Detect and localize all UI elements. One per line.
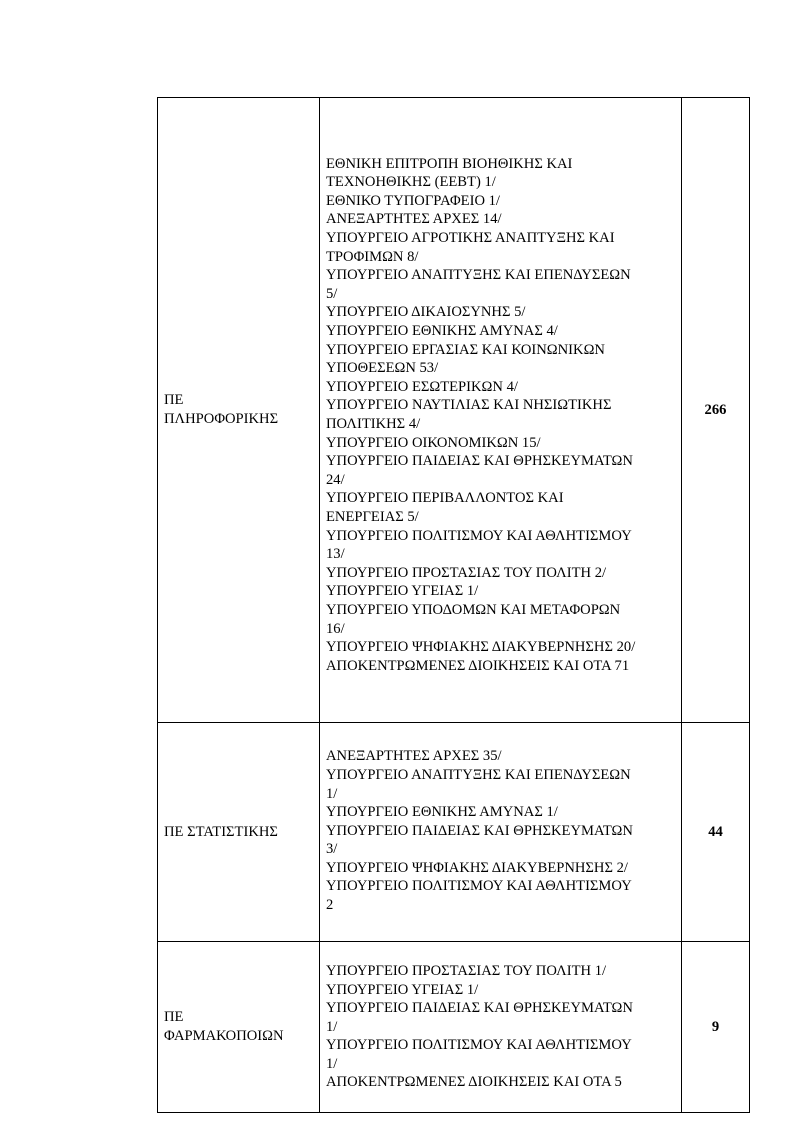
specialty-label: ΦΑΡΜΑΚΟΠΟΙΩΝ — [164, 1028, 284, 1044]
list-item: 1/ — [326, 785, 338, 802]
list-item: ΥΠΟΥΡΓΕΙΟ ΑΝΑΠΤΥΞΗΣ ΚΑΙ ΕΠΕΝΔΥΣΕΩΝ — [326, 766, 631, 783]
list-item: ΥΠΟΥΡΓΕΙΟ ΥΠΟΔΟΜΩΝ ΚΑΙ ΜΕΤΑΦΟΡΩΝ — [326, 601, 621, 618]
list-item: ΥΠΟΥΡΓΕΙΟ ΝΑΥΤΙΛΙΑΣ ΚΑΙ ΝΗΣΙΩΤΙΚΗΣ — [326, 397, 612, 414]
allocation-table — [157, 97, 750, 1113]
list-item: ΥΠΟΥΡΓΕΙΟ ΕΘΝΙΚΗΣ ΑΜΥΝΑΣ 4/ — [326, 323, 558, 340]
list-item: ΠΟΛΙΤΙΚΗΣ 4/ — [326, 416, 421, 432]
list-item: 2 — [326, 897, 334, 914]
list-item: ΑΝΕΞΑΡΤΗΤΕΣ ΑΡΧΕΣ 35/ — [326, 748, 502, 765]
specialty-label: ΠΕ — [164, 1009, 184, 1026]
list-item: 13/ — [326, 546, 345, 563]
total-cell: 266 — [682, 98, 750, 723]
specialty-label: ΠΛΗΡΟΦΟΡΙΚΗΣ — [164, 411, 279, 427]
list-item: ΤΕΧΝΟΗΘΙΚΗΣ (ΕΕΒΤ) 1/ — [326, 174, 496, 191]
list-item: ΥΠΟΥΡΓΕΙΟ ΠΡΟΣΤΑΣΙΑΣ ΤΟΥ ΠΟΛΙΤΗ 2/ — [326, 564, 607, 581]
table-row — [158, 723, 750, 942]
list-item: ΥΠΟΥΡΓΕΙΟ ΔΙΚΑΙΟΣΥΝΗΣ 5/ — [326, 304, 526, 321]
list-item: ΥΠΟΥΡΓΕΙΟ ΨΗΦΙΑΚΗΣ ΔΙΑΚΥΒΕΡΝΗΣΗΣ 2/ — [326, 859, 628, 876]
allocation-list-cell — [320, 942, 682, 1113]
list-item: ΥΠΟΥΡΓΕΙΟ ΥΓΕΙΑΣ 1/ — [326, 981, 479, 998]
list-item: ΤΡΟΦΙΜΩΝ 8/ — [326, 248, 419, 265]
list-item: ΥΠΟΥΡΓΕΙΟ ΠΟΛΙΤΙΣΜΟΥ ΚΑΙ ΑΘΛΗΤΙΣΜΟΥ — [326, 878, 632, 895]
list-item: ΥΠΟΥΡΓΕΙΟ ΨΗΦΙΑΚΗΣ ΔΙΑΚΥΒΕΡΝΗΣΗΣ 20/ — [326, 639, 636, 656]
list-item: ΥΠΟΥΡΓΕΙΟ ΠΡΟΣΤΑΣΙΑΣ ΤΟΥ ΠΟΛΙΤΗ 1/ — [326, 962, 607, 979]
list-item: ΥΠΟΥΡΓΕΙΟ ΠΟΛΙΤΙΣΜΟΥ ΚΑΙ ΑΘΛΗΤΙΣΜΟΥ — [326, 527, 632, 544]
table-row — [158, 942, 750, 1113]
list-item: ΥΠΟΥΡΓΕΙΟ ΕΡΓΑΣΙΑΣ ΚΑΙ ΚΟΙΝΩΝΙΚΩΝ — [326, 341, 605, 358]
list-item: ΥΠΟΥΡΓΕΙΟ ΠΑΙΔΕΙΑΣ ΚΑΙ ΘΡΗΣΚΕΥΜΑΤΩΝ — [326, 453, 633, 470]
list-item: ΥΠΟΥΡΓΕΙΟ ΠΑΙΔΕΙΑΣ ΚΑΙ ΘΡΗΣΚΕΥΜΑΤΩΝ — [326, 1000, 633, 1017]
list-item: ΕΘΝΙΚΟ ΤΥΠΟΓΡΑΦΕΙΟ 1/ — [326, 192, 500, 209]
list-item: ΥΠΟΥΡΓΕΙΟ ΑΝΑΠΤΥΞΗΣ ΚΑΙ ΕΠΕΝΔΥΣΕΩΝ — [326, 267, 631, 284]
list-item: ΥΠΟΥΡΓΕΙΟ ΑΓΡΟΤΙΚΗΣ ΑΝΑΠΤΥΞΗΣ ΚΑΙ — [326, 230, 615, 247]
total-cell: 9 — [682, 942, 750, 1113]
total-cell: 44 — [682, 723, 750, 942]
list-item: ΕΘΝΙΚΗ ΕΠΙΤΡΟΠΗ ΒΙΟΗΘΙΚΗΣ ΚΑΙ — [326, 155, 573, 172]
list-item: ΥΠΟΥΡΓΕΙΟ ΟΙΚΟΝΟΜΙΚΩΝ 15/ — [326, 434, 541, 451]
list-item: ΥΠΟΥΡΓΕΙΟ ΕΘΝΙΚΗΣ ΑΜΥΝΑΣ 1/ — [326, 804, 558, 821]
allocation-list-cell — [320, 723, 682, 942]
table-row — [158, 98, 750, 723]
specialty-label: ΠΕ ΣΤΑΤΙΣΤΙΚΗΣ — [164, 823, 278, 840]
list-item: ΕΝΕΡΓΕΙΑΣ 5/ — [326, 508, 419, 525]
specialty-cell — [158, 723, 320, 942]
list-item: 16/ — [326, 620, 345, 637]
list-item: ΥΠΟΥΡΓΕΙΟ ΠΑΙΔΕΙΑΣ ΚΑΙ ΘΡΗΣΚΕΥΜΑΤΩΝ — [326, 822, 633, 839]
list-item: ΥΠΟΥΡΓΕΙΟ ΕΣΩΤΕΡΙΚΩΝ 4/ — [326, 378, 518, 395]
specialty-cell — [158, 942, 320, 1113]
list-item: 1/ — [326, 1055, 338, 1072]
allocation-list-cell — [320, 98, 682, 723]
list-item: ΑΠΟΚΕΝΤΡΩΜΕΝΕΣ ΔΙΟΙΚΗΣΕΙΣ ΚΑΙ ΟΤΑ 5 — [326, 1074, 622, 1091]
list-item: ΑΝΕΞΑΡΤΗΤΕΣ ΑΡΧΕΣ 14/ — [326, 211, 502, 228]
list-item: 3/ — [326, 841, 338, 858]
list-item: 1/ — [326, 1018, 338, 1035]
list-item: ΥΠΟΥΡΓΕΙΟ ΠΟΛΙΤΙΣΜΟΥ ΚΑΙ ΑΘΛΗΤΙΣΜΟΥ — [326, 1037, 632, 1054]
specialty-label: ΠΕ — [164, 392, 184, 409]
list-item: 24/ — [326, 471, 345, 488]
list-item: ΥΠΟΥΡΓΕΙΟ ΠΕΡΙΒΑΛΛΟΝΤΟΣ ΚΑΙ — [326, 490, 564, 507]
allocation-table-body — [158, 98, 750, 1113]
list-item: ΥΠΟΘΕΣΕΩΝ 53/ — [326, 360, 439, 377]
list-item: 5/ — [326, 285, 338, 302]
list-item: ΑΠΟΚΕΝΤΡΩΜΕΝΕΣ ΔΙΟΙΚΗΣΕΙΣ ΚΑΙ ΟΤΑ 71 — [326, 657, 630, 674]
list-item: ΥΠΟΥΡΓΕΙΟ ΥΓΕΙΑΣ 1/ — [326, 583, 479, 600]
specialty-cell — [158, 98, 320, 723]
